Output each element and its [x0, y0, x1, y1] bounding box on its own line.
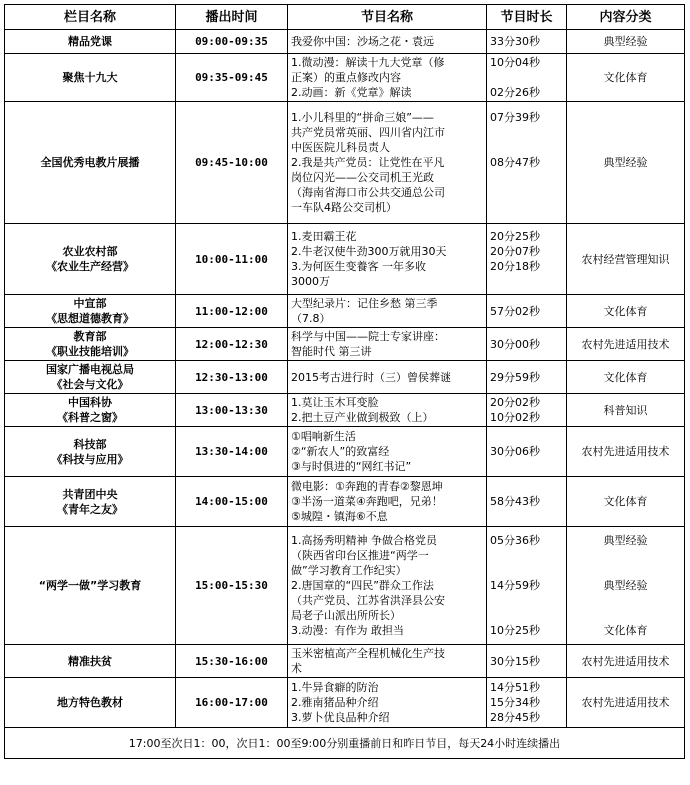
table-row	[5, 54, 685, 102]
header-category: 内容分类	[567, 5, 685, 30]
content-category-cell	[567, 328, 685, 361]
program-title-line: 微电影：①奔跑的青春②黎恩坤	[291, 480, 443, 493]
program-title-line: 岗位闪光——公交司机王光政	[291, 171, 434, 184]
program-title-line: 智能时代 第三讲	[291, 345, 372, 358]
schedule-table	[4, 4, 685, 759]
program-title-cell	[288, 224, 487, 295]
program-title-cell	[288, 102, 487, 224]
column-name-cell	[5, 427, 176, 477]
table-row	[5, 295, 685, 328]
program-duration-cell	[487, 295, 567, 328]
column-name-cell	[5, 678, 176, 728]
header-duration: 节目时长	[487, 5, 567, 30]
content-category-line: 农村先进适用技术	[581, 337, 670, 351]
content-category-line: 文化体育	[603, 304, 648, 318]
program-duration-cell	[487, 427, 567, 477]
program-title-cell	[288, 427, 487, 477]
content-category-cell	[567, 645, 685, 678]
program-duration-line: 33分30秒	[490, 35, 540, 48]
program-title-line: 3000万	[291, 275, 330, 288]
broadcast-time-text: 11:00-12:00	[195, 304, 268, 318]
column-name-line: 《青年之友》	[57, 502, 123, 516]
program-title-line: ③半汤一道菜④奔跑吧，兄弟！	[291, 495, 443, 508]
program-duration-line: 07分39秒	[490, 111, 540, 124]
header-program: 节目名称	[288, 5, 487, 30]
program-title-cell	[288, 645, 487, 678]
spacer-line	[570, 593, 681, 608]
program-title-line: （共产党员、江苏省洪泽县公安	[291, 594, 445, 607]
program-duration-line: 29分59秒	[490, 370, 540, 384]
content-category-cell	[567, 477, 685, 527]
broadcast-time-text: 09:45-10:00	[195, 156, 268, 169]
column-name-line: 精品党课	[68, 35, 112, 48]
header-time: 播出时间	[176, 5, 288, 30]
content-category-line: 文化体育	[603, 370, 648, 384]
column-name-line: 科技部	[73, 437, 107, 451]
program-duration-line: 20分07秒	[490, 245, 540, 258]
program-duration-cell	[487, 102, 567, 224]
broadcast-time-cell	[176, 102, 288, 224]
program-duration-cell	[487, 30, 567, 54]
column-name-cell	[5, 224, 176, 295]
spacer-line	[490, 608, 563, 623]
program-duration-line: 30分06秒	[490, 445, 540, 458]
program-title-cell	[288, 54, 487, 102]
program-title-cell	[288, 30, 487, 54]
table-row	[5, 361, 685, 394]
column-name-line: 共青团中央	[62, 487, 118, 501]
content-category-line: 文化体育	[603, 71, 648, 84]
table-row	[5, 477, 685, 527]
program-duration-line: 20分02秒	[490, 396, 540, 409]
column-name-line: 全国优秀电教片展播	[40, 156, 140, 169]
table-row	[5, 102, 685, 224]
column-name-line: “两学一做”学习教育	[38, 579, 142, 592]
column-name-cell	[5, 527, 176, 645]
table-row	[5, 30, 685, 54]
column-name-line: 《科技与应用》	[51, 452, 129, 466]
content-category-cell	[567, 102, 685, 224]
program-title-line: 我爱你中国：沙场之花・袁远	[291, 35, 434, 48]
program-title-cell	[288, 394, 487, 427]
content-category-line: 文化体育	[603, 495, 648, 508]
column-name-line: 《社会与文化》	[51, 378, 129, 391]
column-name-cell	[5, 361, 176, 394]
broadcast-time-cell	[176, 361, 288, 394]
program-duration-line: 30分15秒	[490, 654, 540, 668]
broadcast-time-text: 13:00-13:30	[195, 403, 268, 417]
content-category-cell	[567, 30, 685, 54]
spacer-line	[490, 185, 563, 200]
content-category-cell	[567, 427, 685, 477]
program-title-line: 局老子山派出所所长）	[291, 609, 401, 622]
broadcast-time-cell	[176, 427, 288, 477]
program-duration-line: 20分25秒	[490, 230, 540, 243]
spacer-line	[490, 548, 563, 563]
table-row	[5, 328, 685, 361]
content-category-line: 农村先进适用技术	[581, 445, 670, 458]
broadcast-time-cell	[176, 30, 288, 54]
program-duration-line: 15分34秒	[490, 696, 540, 709]
spacer-line	[490, 563, 563, 578]
column-name-line: 教育部	[73, 330, 107, 343]
program-duration-line: 10分02秒	[490, 411, 540, 424]
program-title-line: 3.为何医生变養客 一年多收	[291, 260, 426, 273]
broadcast-time-cell	[176, 678, 288, 728]
program-duration-cell	[487, 328, 567, 361]
broadcast-time-text: 09:00-09:35	[195, 35, 268, 48]
program-title-line: 大型纪录片：记住乡愁 第三季	[291, 297, 438, 310]
program-title-line: 玉米密植高产全程机械化生产技	[291, 647, 445, 660]
program-title-line: 科学与中国——院士专家讲座：	[291, 330, 445, 343]
table-row	[5, 645, 685, 678]
program-duration-line: 28分45秒	[490, 711, 540, 724]
content-category-line: 典型经验	[603, 35, 648, 48]
column-name-line: 《思想道德教育》	[46, 312, 134, 325]
spacer-line	[570, 548, 681, 563]
spacer-line	[490, 200, 563, 215]
program-title-line: 术	[291, 662, 302, 675]
program-duration-cell	[487, 54, 567, 102]
broadcast-time-text: 15:00-15:30	[195, 579, 268, 592]
broadcast-time-cell	[176, 645, 288, 678]
content-category-line: 典型经验	[603, 534, 648, 547]
column-name-line: 《农业生产经营》	[46, 260, 134, 273]
program-title-line: 中医医院儿科员责人	[291, 141, 390, 154]
column-name-line: 《职业技能培训》	[46, 345, 134, 358]
program-title-cell	[288, 527, 487, 645]
broadcast-time-cell	[176, 224, 288, 295]
broadcast-time-text: 14:00-15:00	[195, 495, 268, 508]
content-category-line: 文化体育	[603, 624, 648, 637]
table-row	[5, 394, 685, 427]
program-duration-line: 30分00秒	[490, 337, 540, 351]
broadcast-time-text: 13:30-14:00	[195, 445, 268, 458]
program-duration-line: 14分59秒	[490, 579, 540, 592]
program-title-line: （海南省海口市公共交通总公司	[291, 186, 445, 199]
column-name-cell	[5, 394, 176, 427]
broadcast-time-cell	[176, 477, 288, 527]
program-duration-cell	[487, 224, 567, 295]
header-row	[5, 5, 685, 30]
content-category-cell	[567, 527, 685, 645]
broadcast-time-text: 12:30-13:00	[195, 370, 268, 384]
column-name-line: 中宣部	[73, 297, 107, 310]
column-name-line: 国家广播电视总局	[46, 363, 134, 376]
program-duration-line: 57分02秒	[490, 304, 540, 318]
program-title-line: 1.麦田霸王花	[291, 230, 357, 243]
content-category-line: 农村先进适用技术	[581, 696, 670, 709]
program-title-line: ②“新农人”的致富经	[291, 445, 390, 458]
broadcast-time-text: 16:00-17:00	[195, 696, 268, 709]
broadcast-time-cell	[176, 54, 288, 102]
column-name-cell	[5, 477, 176, 527]
content-category-cell	[567, 361, 685, 394]
footer-note: 17:00至次日1：00，次日1：00至9:00分别重播前日和昨日节目，每天24小时连续播出	[5, 728, 685, 759]
column-name-cell	[5, 295, 176, 328]
footer-row	[5, 728, 685, 759]
program-duration-cell	[487, 527, 567, 645]
broadcast-time-cell	[176, 295, 288, 328]
program-title-cell	[288, 361, 487, 394]
program-title-line: 2.我是共产党员：让党性在平凡	[291, 156, 445, 169]
column-name-line: 中国科协	[68, 396, 112, 409]
program-title-line: 1.莫让玉木耳变脸	[291, 396, 379, 409]
table-row	[5, 678, 685, 728]
table-row	[5, 224, 685, 295]
program-title-line: 共产党员常英丽、四川省内江市	[291, 126, 445, 139]
content-category-line: 科普知识	[603, 403, 648, 417]
spacer-line	[490, 125, 563, 140]
program-title-line: 1.小儿科里的“拼命三娘”——	[291, 111, 434, 124]
broadcast-time-cell	[176, 527, 288, 645]
column-name-cell	[5, 102, 176, 224]
program-duration-line: 02分26秒	[490, 86, 540, 99]
program-title-line: 做”学习教育工作纪实）	[291, 564, 407, 577]
content-category-cell	[567, 295, 685, 328]
program-title-line: 2.唐国章的“四民”群众工作法	[291, 579, 434, 592]
schedule-rows	[5, 30, 685, 728]
program-duration-line: 58分43秒	[490, 495, 540, 508]
broadcast-time-text: 09:35-09:45	[195, 71, 268, 84]
program-title-line: ③与时俱进的“网红书记”	[291, 460, 412, 473]
column-name-cell	[5, 54, 176, 102]
column-name-line: 《科普之窗》	[57, 411, 123, 424]
broadcast-time-cell	[176, 394, 288, 427]
program-duration-cell	[487, 645, 567, 678]
program-duration-cell	[487, 361, 567, 394]
program-title-line: 2.动画：新《党章》解读	[291, 86, 412, 99]
content-category-cell	[567, 224, 685, 295]
column-name-cell	[5, 328, 176, 361]
program-title-line: ①唱响新生活	[291, 430, 356, 443]
spacer-line	[490, 274, 563, 289]
program-title-cell	[288, 678, 487, 728]
program-duration-line: 10分25秒	[490, 624, 540, 637]
program-duration-cell	[487, 678, 567, 728]
program-title-line: 1.高扬秀明精神 争做合格党员	[291, 534, 437, 547]
broadcast-time-text: 15:30-16:00	[195, 654, 268, 668]
content-category-line: 典型经验	[603, 579, 648, 592]
program-title-line: 1.微动漫：解读十九大党章（修	[291, 56, 445, 69]
program-title-cell	[288, 295, 487, 328]
program-title-cell	[288, 328, 487, 361]
program-duration-line: 05分36秒	[490, 534, 540, 547]
column-name-cell	[5, 645, 176, 678]
program-duration-line: 20分18秒	[490, 260, 540, 273]
broadcast-time-text: 12:00-12:30	[195, 337, 268, 351]
program-title-line: 1.牛异食癖的防治	[291, 681, 379, 694]
program-title-line: 2.牛老汉使牛劲300万就用30天	[291, 245, 447, 258]
program-title-line: 2.把土豆产业做到极致（上）	[291, 411, 434, 424]
column-name-line: 农业农村部	[62, 245, 118, 258]
program-duration-line: 10分04秒	[490, 56, 540, 69]
header-name: 栏目名称	[5, 5, 176, 30]
content-category-line: 典型经验	[603, 156, 648, 169]
table-row	[5, 427, 685, 477]
spacer-line	[490, 593, 563, 608]
spacer-line	[490, 170, 563, 185]
program-title-line: （陕西省印台区推进“两学一	[291, 549, 429, 562]
spacer-line	[490, 70, 563, 85]
program-duration-cell	[487, 477, 567, 527]
column-name-line: 精准扶贫	[68, 654, 112, 668]
program-title-line: 2015考古进行时（三）曾侯葬谜	[291, 370, 451, 384]
column-name-line: 聚焦十九大	[62, 71, 118, 84]
column-name-cell	[5, 30, 176, 54]
program-title-line: 2.雅南猪品种介绍	[291, 696, 379, 709]
spacer-line	[570, 608, 681, 623]
content-category-cell	[567, 394, 685, 427]
spacer-line	[570, 563, 681, 578]
column-name-line: 地方特色教材	[57, 696, 123, 709]
program-title-line: ⑤城隍・镇海⑥不息	[291, 510, 388, 523]
broadcast-time-text: 10:00-11:00	[195, 252, 268, 266]
content-category-cell	[567, 678, 685, 728]
spacer-line	[490, 140, 563, 155]
content-category-cell	[567, 54, 685, 102]
broadcast-time-cell	[176, 328, 288, 361]
table-row	[5, 527, 685, 645]
program-title-line: 一车队4路公交司机）	[291, 201, 397, 214]
program-duration-cell	[487, 394, 567, 427]
content-category-line: 农村经营管理知识	[581, 252, 670, 266]
program-title-line: 3.萝卜优良品种介绍	[291, 711, 390, 724]
program-title-cell	[288, 477, 487, 527]
program-duration-line: 08分47秒	[490, 156, 540, 169]
program-title-line: 3.动漫：有作为 敢担当	[291, 624, 404, 637]
content-category-line: 农村先进适用技术	[581, 654, 670, 668]
program-title-line: （7.8）	[291, 312, 331, 325]
program-title-line: 正案）的重点修改内容	[291, 71, 401, 84]
program-duration-line: 14分51秒	[490, 681, 540, 694]
